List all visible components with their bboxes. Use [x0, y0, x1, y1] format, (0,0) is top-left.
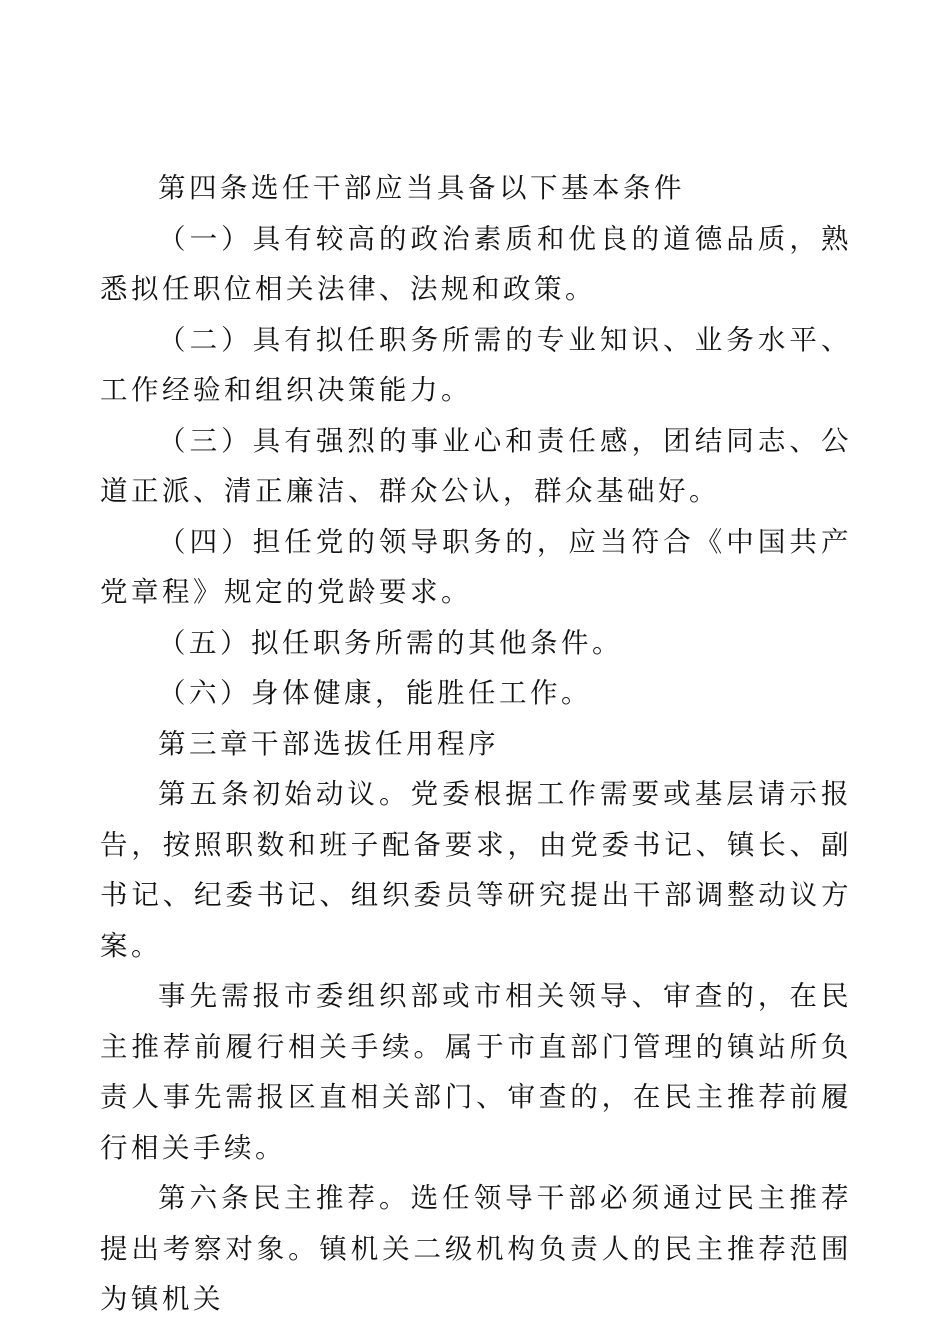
condition-3-paragraph: （三）具有强烈的事业心和责任感，团结同志、公道正派、清正廉洁、群众公认，群众基础好。 — [100, 424, 852, 507]
condition-5-paragraph: （五）拟任职务所需的其他条件。 — [158, 626, 623, 659]
article-5-paragraph: 第五条初始动议。党委根据工作需要或基层请示报告，按照职数和班子配备要求，由党委书记、镇长、副书记、纪委书记、组织委员等研究提出干部调整动议方案。 — [100, 778, 852, 962]
condition-6-paragraph: （六）身体健康，能胜任工作。 — [158, 677, 592, 709]
document-body — [100, 163, 852, 1325]
condition-4-paragraph: （四）担任党的领导职务的，应当符合《中国共产党章程》规定的党龄要求。 — [100, 525, 852, 608]
prior-report-paragraph: 事先需报市委组织部或市相关领导、审查的，在民主推荐前履行相关手续。属于市直部门管理的镇站所负责人事先需报区直相关部门、审查的，在民主推荐前履行相关手续。 — [100, 980, 852, 1164]
article-6-paragraph: 第六条民主推荐。选任领导干部必须通过民主推荐提出考察对象。镇机关二级机构负责人的民主推荐范围为镇机关 — [100, 1182, 852, 1315]
article-4-heading: 第四条选任干部应当具备以下基本条件 — [158, 172, 685, 204]
condition-1-paragraph: （一）具有较高的政治素质和优良的道德品质，熟悉拟任职位相关法律、法规和政策。 — [100, 222, 852, 305]
condition-2-paragraph: （二）具有拟任职务所需的专业知识、业务水平、工作经验和组织决策能力。 — [100, 323, 852, 406]
chapter-3-heading: 第三章干部选拔任用程序 — [158, 727, 499, 760]
